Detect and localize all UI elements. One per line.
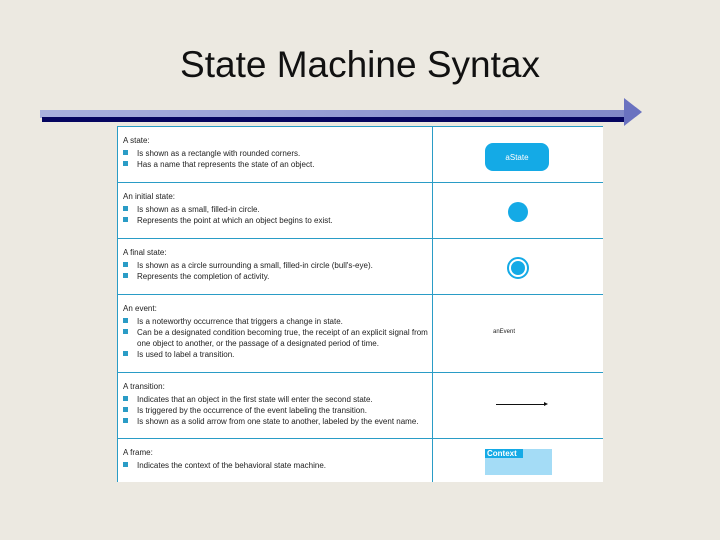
row-state bbox=[118, 127, 603, 183]
event-symbol: anEvent bbox=[493, 329, 516, 335]
initial-state-icon bbox=[508, 202, 528, 222]
row-transition bbox=[118, 373, 603, 439]
bullet: Is shown as a circle surrounding a small, filled-in circle (bull's-eye). bbox=[123, 260, 432, 271]
syntax-table bbox=[117, 126, 603, 482]
row-heading: A frame: bbox=[123, 448, 153, 457]
arrow-right-icon bbox=[624, 98, 642, 126]
row-heading: A state: bbox=[123, 136, 150, 145]
row-heading: An initial state: bbox=[123, 192, 176, 201]
title-underline-shadow bbox=[42, 117, 628, 122]
row-frame bbox=[118, 439, 603, 482]
bullet: Is shown as a solid arrow from one state to another, labeled by the event name. bbox=[123, 416, 432, 427]
row-final-state bbox=[118, 239, 603, 295]
bullet: Is shown as a small, filled-in circle. bbox=[123, 204, 432, 215]
bullet: Is used to label a transition. bbox=[123, 349, 432, 360]
frame-symbol bbox=[485, 449, 552, 475]
row-heading: An event: bbox=[123, 304, 157, 313]
bullet: Represents the point at which an object begins to exist. bbox=[123, 215, 432, 226]
bullet: Indicates that an object in the first state will enter the second state. bbox=[123, 394, 432, 405]
bullet: Can be a designated condition becoming true, the receipt of an explicit signal from one object to another, or the passage of a designated period of time. bbox=[123, 327, 432, 349]
bullet: Is a noteworthy occurrence that triggers a change in state. bbox=[123, 316, 432, 327]
row-initial-state bbox=[118, 183, 603, 239]
bullet: Indicates the context of the behavioral state machine. bbox=[123, 460, 432, 471]
transition-arrow-icon bbox=[496, 404, 546, 405]
row-heading: A final state: bbox=[123, 248, 167, 257]
bullet: Has a name that represents the state of an object. bbox=[123, 159, 432, 170]
frame-label: Context bbox=[485, 449, 523, 458]
bullet: Represents the completion of activity. bbox=[123, 271, 432, 282]
bullet: Is triggered by the occurrence of the event labeling the transition. bbox=[123, 405, 432, 416]
slide-title: State Machine Syntax bbox=[180, 44, 540, 85]
row-heading: A transition: bbox=[123, 382, 165, 391]
bullet: Is shown as a rectangle with rounded corners. bbox=[123, 148, 432, 159]
final-state-icon bbox=[507, 257, 529, 279]
row-event bbox=[118, 295, 603, 373]
state-symbol: aState bbox=[485, 143, 549, 171]
